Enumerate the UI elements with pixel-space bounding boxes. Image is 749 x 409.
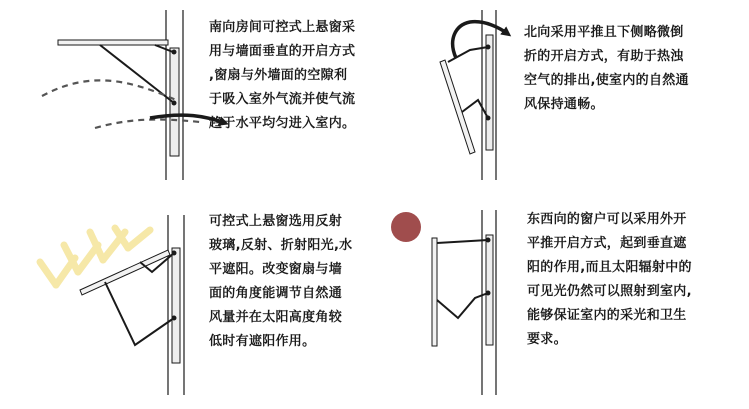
caption-line: 能够保证室内的采光和卫生 [527,308,687,323]
caption-line: 东西向的窗户可以采用外开 [527,212,687,227]
hinge-dot [486,238,491,243]
hinge-dot [486,116,491,121]
caption-line: 风量并在太阳高度角较 [209,310,343,325]
caption-line: 可见光仍然可以照射到室内, [527,284,692,299]
caption-line: 南向房间可控式上悬窗采 [209,20,356,35]
caption-line: 于吸入室外气流并使气流 [209,92,356,107]
shading-window-diagram [40,215,184,395]
caption-line: 玻璃,反射、折射阳光,水 [209,238,353,253]
caption-line: 空气的排出,使室内的自然通 [524,73,689,88]
caption-line: 折的开启方式，有助于热浊 [524,49,684,64]
caption-line: ,窗扇与外墙面的空隙利 [209,68,348,83]
north-window-caption [524,21,689,117]
hinge-dot [486,45,491,50]
caption-line: 面的角度能调节自然通 [209,286,343,301]
stay-arm-upper [437,240,488,243]
airflow-arrow-main [95,120,200,128]
south-window-caption [209,16,355,136]
caption-line: 可控式上悬窗选用反射 [209,214,343,229]
shading-window-caption [209,210,352,354]
hinge-dot [172,316,177,321]
open-sash [58,40,168,45]
hinge-dot [172,101,177,106]
window-pane [486,235,493,345]
stay-arm-lower [462,100,488,118]
caption-line: 北向采用平推且下侧略微倒 [524,25,684,40]
hinge-dot [486,291,491,296]
caption-line: 低时有遮阳作用。 [209,334,316,349]
south-window-diagram [42,10,225,180]
window-pane [172,248,180,363]
sun [391,212,421,242]
window-pane [486,35,493,150]
caption-line: 用与墙面垂直的开启方式 [209,44,356,59]
east-west-window-diagram [391,210,496,395]
open-sash [432,238,437,346]
hinge-dot [172,251,177,256]
stay-arm-lower [105,282,174,345]
caption-line: 平推开启方式，起到垂直遮 [527,236,687,251]
exhaust-arrow [453,22,508,58]
caption-line: 阳的作用,而且太阳辐射中的 [527,260,692,275]
caption-line: 趋于水平均匀进入室内。 [209,116,356,131]
north-window-diagram [440,10,508,180]
east-west-window-caption [527,208,692,352]
hinge-dot [172,50,177,55]
airflow-arrow [42,80,176,100]
caption-line: 平遮阳。改变窗扇与墙 [209,262,343,277]
stay-arm-lower [437,293,488,318]
sunbeams [40,228,150,285]
caption-line: 风保持通畅。 [524,97,604,112]
caption-line: 要求。 [527,332,567,347]
